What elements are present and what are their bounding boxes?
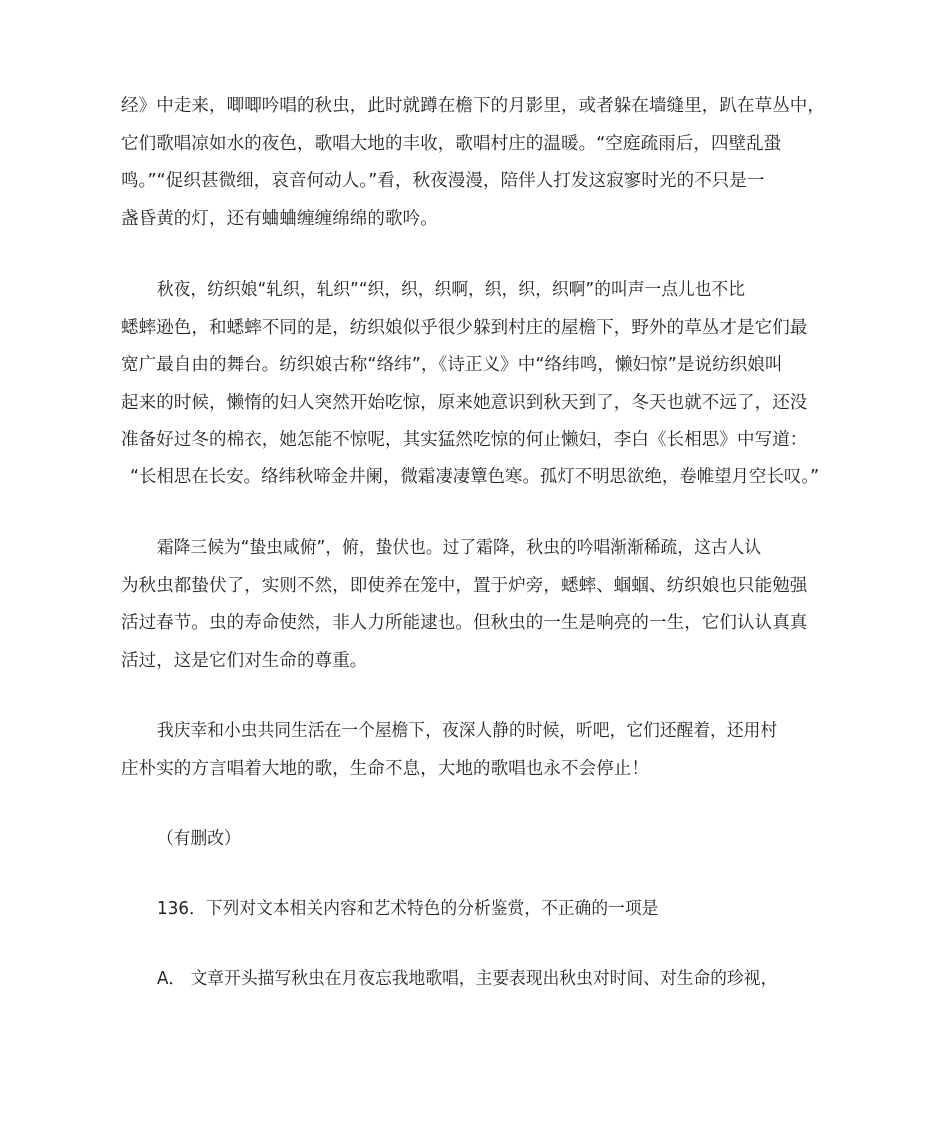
text-line: 我庆幸和小虫共同生活在一个屋檐下，夜深人静的时候，听吧，它们还醒着，还用村 (157, 721, 778, 741)
text-line: 盏昏黄的灯，还有蛐蛐缠缠绵绵的歌吟。 (121, 209, 438, 229)
text-line: 它们歌唱凉如水的夜色，歌唱大地的丰收，歌唱村庄的温暖。“空庭疏雨后，四壁乱蛩 (121, 134, 782, 154)
text-line: 活过，这是它们对生命的尊重。 (121, 651, 368, 671)
text-line: 起来的时候，懒惰的妇人突然开始吃惊，原来她意识到秋天到了，冬天也就不远了，还没 (121, 393, 808, 413)
text-line: 为秋虫都蛰伏了，实则不然，即使养在笼中，置于炉旁，蟋蟀、蝈蝈、纺织娘也只能勉强 (121, 576, 808, 596)
text-line: 活过春节。虫的寿命使然，非人力所能逮也。但秋虫的一生是响亮的一生，它们认认真真 (121, 613, 808, 633)
text-line: 霜降三候为“蛰虫咸俯”，俯，蛰伏也。过了霜降，秋虫的吟唱渐渐稀疏，这古人认 (157, 538, 762, 558)
option-a: A． 文章开头描写秋虫在月夜忘我地歌唱，主要表现出秋虫对时间、对生命的珍视， (157, 969, 778, 989)
text-line: 庄朴实的方言唱着大地的歌，生命不息，大地的歌唱也永不会停止！ (121, 759, 649, 779)
question-stem: 136．下列对文本相关内容和艺术特色的分析鉴赏，不正确的一项是 (157, 899, 659, 919)
text-line: “长相思在长安。络纬秋啼金井阑，微霜凄凄簟色寒。孤灯不明思欲绝，卷帷望月空长叹。” (130, 467, 820, 487)
text-line: 准备好过冬的棉衣，她怎能不惊呢，其实猛然吃惊的何止懒妇，李白《长相思》中写道： (121, 430, 808, 450)
text-line: 秋夜，纺织娘“轧织，轧织”“织，织，织啊，织，织，织啊”的叫声一点儿也不比 (157, 280, 746, 300)
text-line: 经》中走来，唧唧吟唱的秋虫，此时就蹲在檐下的月影里，或者躲在墙缝里，趴在草丛中， (121, 96, 825, 116)
text-line: 宽广最自由的舞台。纺织娘古称“络纬”，《诗正义》中“络纬鸣，懒妇惊”是说纺织娘叫 (121, 355, 783, 375)
text-line: 鸣。”“促织甚微细，哀音何动人。”看，秋夜漫漫，陪伴人打发这寂寥时光的不只是一 (121, 171, 765, 191)
source-note: （有删改） (157, 829, 241, 849)
text-line: 蟋蟀逊色，和蟋蟀不同的是，纺织娘似乎很少躲到村庄的屋檐下，野外的草丛才是它们最 (121, 318, 808, 338)
